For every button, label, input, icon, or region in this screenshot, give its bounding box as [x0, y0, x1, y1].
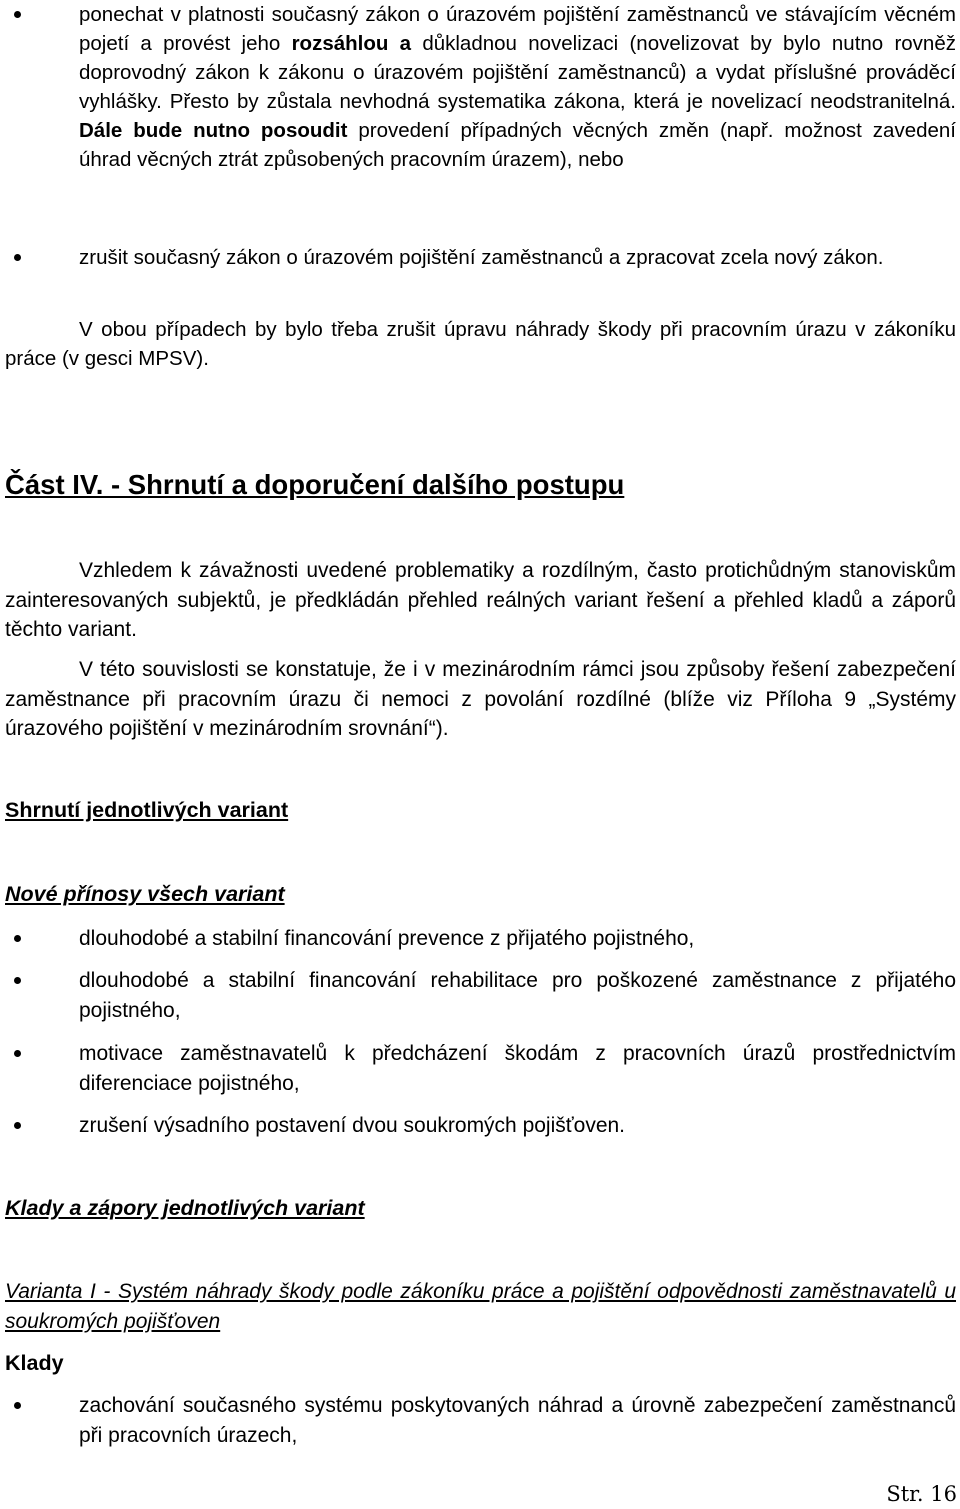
bullet-icon	[14, 11, 21, 18]
bold-text: Dále bude nutno posoudit	[79, 119, 348, 142]
text-run: důkladnou novelizaci (novelizovat by bylo nutno rovněž doprovodný zákon k zákonu o úrazovém pojištění zaměstnanců) a vydat příslušné prováděcí vyhlášky. Přesto by zůstala nevhodná systematika zákona, která je novelizací neodstranitelná.	[79, 32, 956, 113]
bullet-icon	[14, 935, 21, 942]
list-item-text: zrušení výsadního postavení dvou soukromých pojišťoven.	[79, 1114, 626, 1137]
list-item-text	[79, 243, 956, 272]
list-item-text	[79, 0, 956, 174]
paragraph: V této souvislosti se konstatuje, že i v mezinárodním rámci jsou způsoby řešení zabezpečení zaměstnance při pracovním úrazu či nemoci z povolání rozdílné (blíže viz Příloha 9 „Systémy úrazového pojištění v mezinárodním srovnání“).	[5, 658, 956, 740]
list-item-text: dlouhodobé a stabilní financování prevence z přijatého pojistného,	[79, 927, 695, 950]
bullet-icon	[14, 254, 21, 261]
text-run: zrušit současný zákon o úrazovém pojištění zaměstnanců a zpracovat zcela nový zákon.	[79, 246, 884, 269]
bullet-icon	[14, 1402, 21, 1409]
text-run: provedení případných věcných změn (např. možnost zavedení úhrad věcných ztrát způsobených pracovním úrazem), nebo	[79, 119, 956, 171]
paragraph: V obou případech by bylo třeba zrušit úpravu náhrady škody při pracovním úrazu v zákoníku práce (v gesci MPSV).	[5, 318, 956, 370]
list-item-text: dlouhodobé a stabilní financování rehabilitace pro poškozené zaměstnance z přijatého pojistného,	[79, 969, 956, 1022]
section-heading: Část IV. - Shrnutí a doporučení dalšího postupu	[5, 469, 625, 500]
bold-text: rozsáhlou a	[291, 32, 412, 55]
list-item-text: zachování současného systému poskytovaných náhrad a úrovně zabezpečení zaměstnanců při pracovních úrazech,	[79, 1394, 956, 1447]
subheading-benefits: Nové přínosy všech variant	[5, 882, 285, 906]
subheading-pros-cons: Klady a zápory jednotlivých variant	[5, 1196, 365, 1220]
label-pros: Klady	[5, 1351, 64, 1375]
list-item-text: motivace zaměstnavatelů k předcházení škodám z pracovních úrazů prostřednictvím diferenciace pojistného,	[79, 1042, 956, 1095]
paragraph: Vzhledem k závažnosti uvedené problematiky a rozdílným, často protichůdným stanoviskům zainteresovaných subjektů, je předkládán přehled reálných variant řešení a přehled kladů a záporů těchto variant.	[5, 559, 956, 641]
bullet-icon	[14, 1050, 21, 1057]
bullet-icon	[14, 977, 21, 984]
bullet-icon	[14, 1122, 21, 1129]
subheading-summary: Shrnutí jednotlivých variant	[5, 798, 289, 822]
page-number: Str. 16	[886, 1482, 957, 1506]
variant-heading: Varianta I - Systém náhrady škody podle zákoníku práce a pojištění odpovědnosti zaměstnavatelů u soukromých pojišťoven	[5, 1280, 956, 1333]
text-run: ponechat v platnosti současný zákon o úrazovém pojištění zaměstnanců ve stávajícím věcném pojetí a provést jeho	[79, 3, 956, 55]
